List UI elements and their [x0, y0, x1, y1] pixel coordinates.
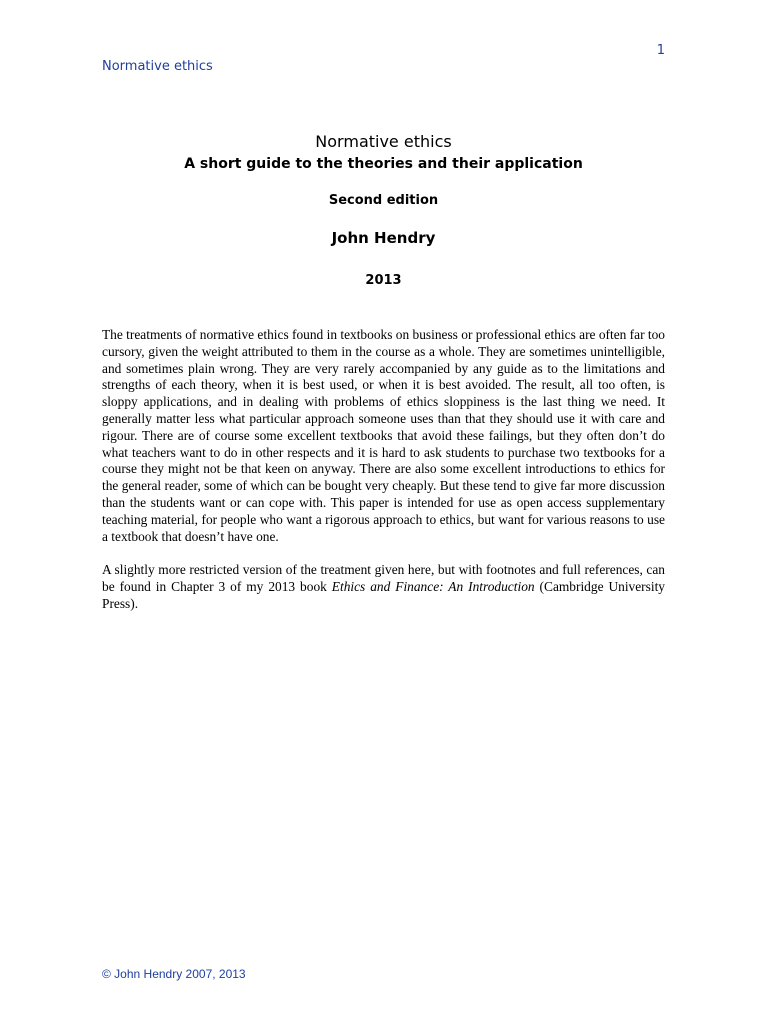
paragraph-2-text-before: A slightly more restricted version of the treatment given here, but with footnotes and full references, can be found in Chapter 3 of my 2013 book — [102, 562, 665, 594]
document-title: Normative ethics — [315, 132, 452, 151]
paragraph-2-text-after: (Cambridge University Press). — [102, 578, 665, 611]
title-block — [102, 132, 665, 289]
body-paragraph-2 — [102, 562, 665, 612]
document-subtitle: A short guide to the theories and their application — [184, 156, 583, 172]
running-header-title: Normative ethics — [102, 59, 213, 74]
publication-year: 2013 — [365, 273, 402, 288]
edition-label: Second edition — [328, 193, 439, 208]
page-number: 1 — [656, 43, 665, 58]
body-text — [102, 327, 665, 629]
footer-copyright: © John Hendry 2007, 2013 — [102, 967, 246, 981]
book-title: Ethics and Finance: An Introduction — [331, 578, 535, 594]
author-name: John Hendry — [331, 229, 436, 247]
body-paragraph-1: The treatments of normative ethics found in textbooks on business or professional ethics are often far too cursory, given the weight attributed to them in the course as a whole. They are sometimes unintelligible, and sometimes plain wrong. They are very rarely accompanied by any guide as to the limitations and strengths of each theory, when it is best used, or when it is best avoided. The result, all too often, is sloppy applications, and in dealing with problems of ethics sloppiness is the last thing we need. It generally matter less what particular approach someone uses than that they should use it with care and rigour. There are of course some excellent textbooks that avoid these failings, but they often don’t do what teachers want to do in other respects and it is hard to ask students to purchase two textbooks for a course they might not be that keen on anyway. There are also some excellent introductions to ethics for the general reader, some of which can be bought very cheaply. But these tend to give far more discussion than the students want or can cope with. This paper is intended for use as open access supplementary teaching material, for people who want a rigorous approach to ethics, but want for various reasons to use a textbook that doesn’t have one. — [102, 327, 666, 544]
